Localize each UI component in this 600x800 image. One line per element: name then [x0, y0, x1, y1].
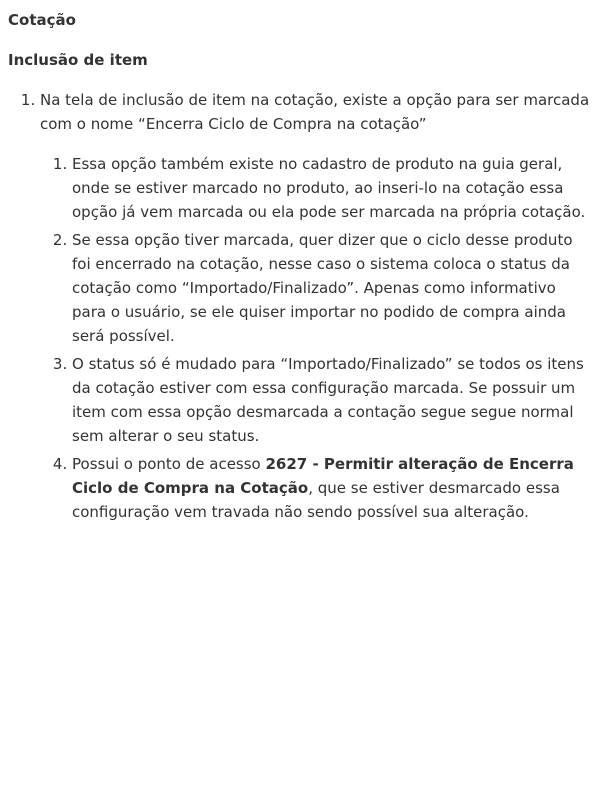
sub-list — [40, 152, 592, 524]
sub-list-item-suffix: , que se estiver desmarcado essa configuração vem travada não sendo possível sua alteração. — [72, 479, 560, 521]
sub-list-item-text: Se essa opção tiver marcada, quer dizer que o ciclo desse produto foi encerrado na cotação, nesse caso o sistema coloca o status da cotação como “Importado/Finalizado”. Apenas como informativo para o usuário, se ele quiser importar no podido de compra ainda será possível. — [72, 231, 573, 345]
access-point-label: 2627 - Permitir alteração de Encerra Ciclo de Compra na Cotação — [72, 455, 574, 497]
sub-list-item-text: O status só é mudado para “Importado/Finalizado” se todos os itens da cotação estiver com essa configuração marcada. Se possuir um item com essa opção desmarcada a contação segue segue normal sem alterar o seu status. — [72, 355, 584, 445]
main-list — [8, 88, 592, 524]
sub-list-item-text: Essa opção também existe no cadastro de produto na guia geral, onde se estiver marcado no produto, ao inseri-lo na cotação essa opção já vem marcada ou ela pode ser marcada na própria cotação. — [72, 155, 586, 221]
sub-list-item — [72, 152, 592, 224]
list-item — [40, 88, 592, 524]
sub-list-item — [72, 228, 592, 348]
sub-list-item — [72, 352, 592, 448]
list-item-text: 1. Na tela de inclusão de item na cotação, existe a opção para ser marcada com o nome “Encerra Ciclo de Compra na cotação” — [40, 91, 590, 133]
sub-list-item-prefix: Possui o ponto de acesso — [72, 455, 266, 473]
sub-list-item — [72, 452, 592, 524]
page-title: Cotação — [8, 11, 76, 29]
section-subtitle: Inclusão de item — [8, 51, 148, 69]
